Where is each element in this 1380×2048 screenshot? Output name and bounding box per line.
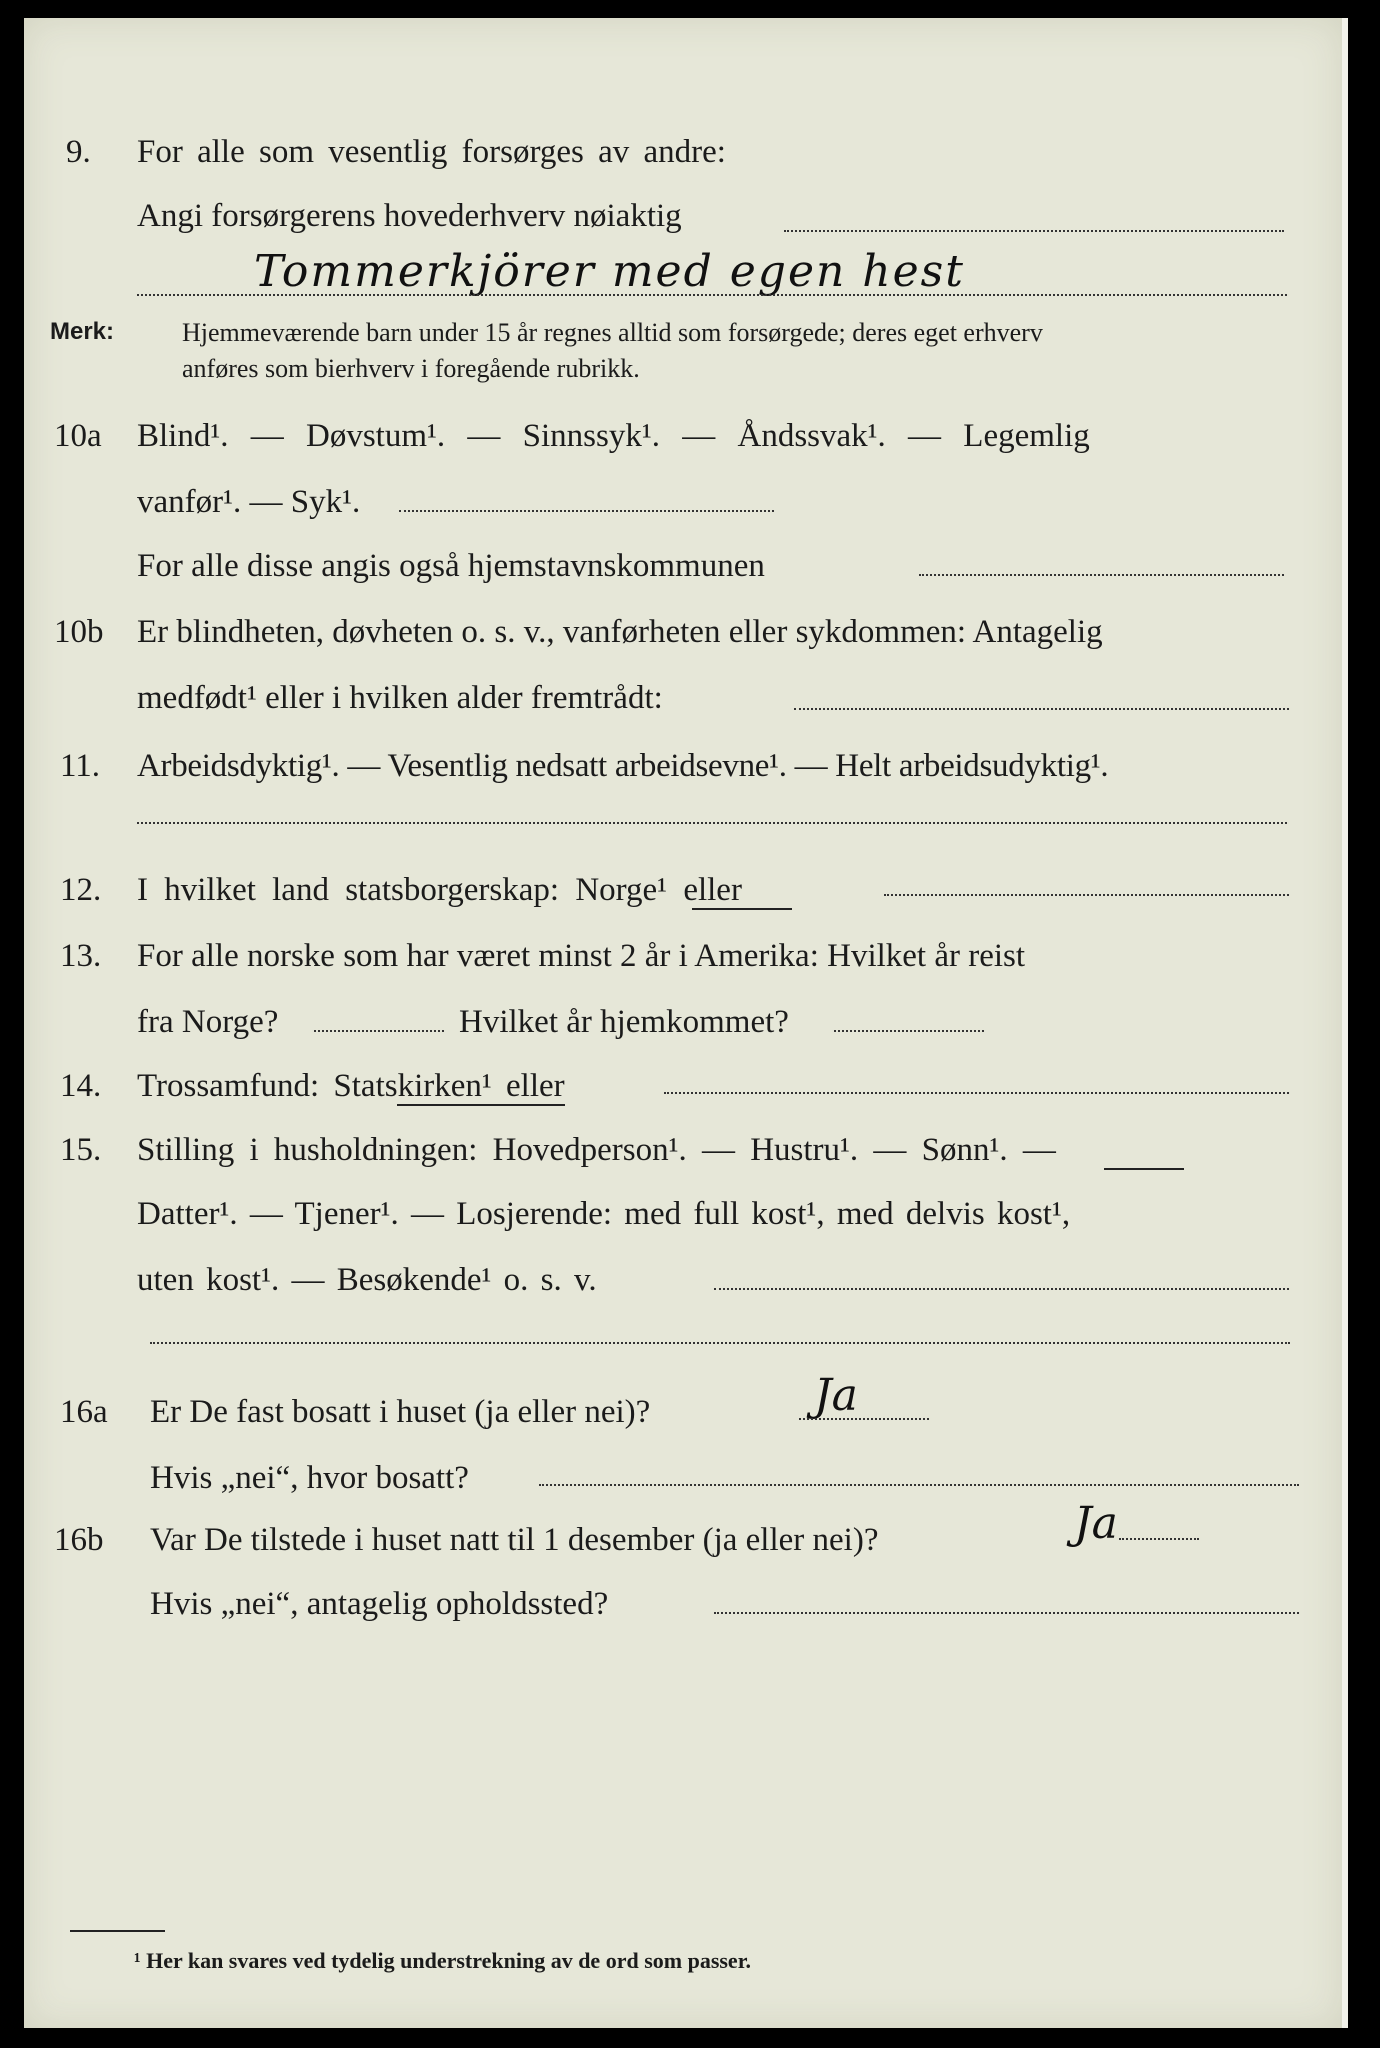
merk-line1: Hjemmeværende barn under 15 år regnes alltid som forsørgede; deres eget erhverv [182, 318, 1043, 347]
q9-line1: For alle som vesentlig forsørges av andre: [137, 134, 726, 170]
q10a-line1: Blind¹. — Døvstum¹. — Sinnssyk¹. — Åndssvak¹. — Legemlig [137, 418, 1090, 454]
q16b-line2: Hvis „nei“, antagelig opholdssted? [150, 1586, 609, 1622]
q16a-number: 16a [60, 1394, 108, 1430]
q13-reist-line [314, 1030, 444, 1032]
q15-line1: Stilling i husholdningen: Hovedperson¹. — Hustru¹. — Sønn¹. — [137, 1132, 1056, 1168]
sonn-underline [1104, 1168, 1184, 1170]
q13-line2a: fra Norge? [137, 1004, 279, 1040]
q10a-hjemstavn-line [919, 574, 1284, 576]
q13-line1: For alle norske som har været minst 2 år i Amerika: Hvilket år reist [137, 938, 1026, 974]
q9-handwritten-answer: Tommerkjörer med egen hest [254, 246, 965, 297]
q10b-number: 10b [54, 614, 104, 650]
q12-number: 12. [60, 872, 102, 908]
q9-number: 9. [66, 134, 91, 170]
footnote-rule [70, 1930, 165, 1932]
q16b-number: 16b [54, 1522, 104, 1558]
q15-line3: uten kost¹. — Besøkende¹ o. s. v. [137, 1262, 597, 1298]
q14-line1: Trossamfund: Statskirken¹ eller [137, 1068, 565, 1104]
q16a-dotted-line [799, 1418, 929, 1420]
q14-dotted-line [664, 1092, 1289, 1094]
q12-dotted-line [884, 894, 1289, 896]
form-page [24, 18, 1348, 2028]
q16b-dotted-line [1119, 1538, 1199, 1540]
q16a-bosatt-line [539, 1484, 1299, 1486]
q11-line1: Arbeidsdyktig¹. — Vesentlig nedsatt arbeidsevne¹. — Helt arbeidsudyktig¹. [137, 748, 1109, 784]
q10b-dotted-line [794, 708, 1289, 710]
q16a-line1: Er De fast bosatt i huset (ja eller nei)? [150, 1394, 651, 1430]
q16a-handwritten-answer: Ja [814, 1370, 858, 1421]
q11-answer-line [137, 822, 1287, 824]
q16b-line1: Var De tilstede i huset natt til 1 desember (ja eller nei)? [150, 1522, 879, 1558]
q9-answer-line [137, 294, 1287, 296]
q11-number: 11. [60, 748, 101, 784]
q10a-number: 10a [54, 418, 102, 454]
q10b-line2: medfødt¹ eller i hvilken alder fremtrådt: [137, 680, 663, 716]
q15-number: 15. [60, 1132, 102, 1168]
footnote: ¹ Her kan svares ved tydelig understrekning av de ord som passer. [134, 1948, 751, 1973]
q10a-line2: vanfør¹. — Syk¹. [137, 484, 361, 520]
merk-line2: anføres som bierhverv i foregående rubrikk. [182, 354, 640, 383]
statskirken-underline [397, 1104, 565, 1106]
q16b-handwritten-answer: Ja [1074, 1498, 1118, 1549]
q15-answer-line [150, 1342, 1290, 1344]
q16a-line2: Hvis „nei“, hvor bosatt? [150, 1460, 469, 1496]
q10a-line3: For alle disse angis også hjemstavnskommunen [137, 548, 765, 584]
q9-line2: Angi forsørgerens hovederhverv nøiaktig [137, 198, 682, 234]
merk-label: Merk: [50, 318, 115, 345]
q14-number: 14. [60, 1068, 102, 1104]
q10b-line1: Er blindheten, døvheten o. s. v., vanførheten eller sykdommen: Antagelig [137, 614, 1103, 650]
q13-hjemkommet-line [834, 1030, 984, 1032]
q16b-opholdssted-line [714, 1612, 1299, 1614]
q10a-dotted-line [399, 510, 774, 512]
q13-number: 13. [60, 938, 102, 974]
q13-line2b: Hvilket år hjemkommet? [459, 1004, 789, 1040]
q15-dotted-line [714, 1288, 1289, 1290]
norge-underline [692, 908, 792, 910]
q12-line1: I hvilket land statsborgerskap: Norge¹ eller [137, 872, 742, 908]
q15-line2: Datter¹. — Tjener¹. — Losjerende: med full kost¹, med delvis kost¹, [137, 1196, 1071, 1232]
q9-dotted-line [784, 230, 1284, 232]
